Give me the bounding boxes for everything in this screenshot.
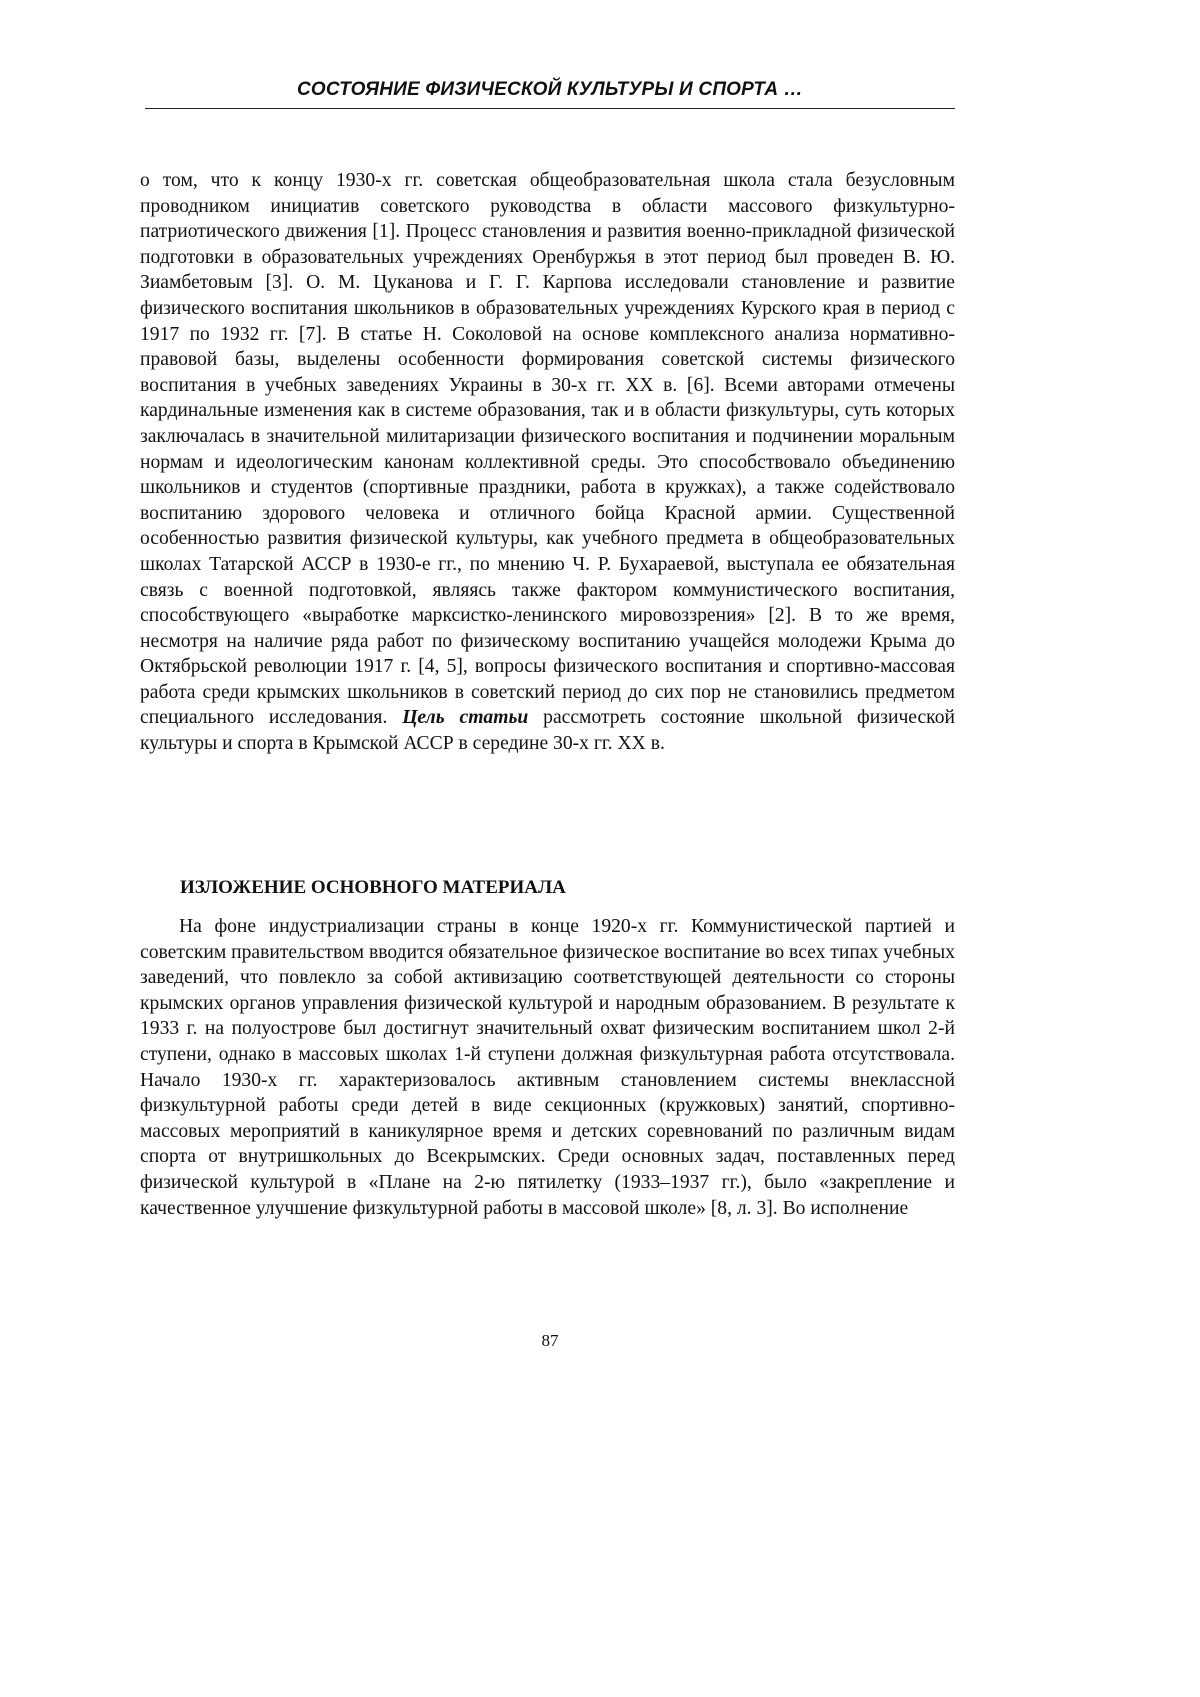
body-paragraph-1 xyxy=(140,168,955,757)
header-divider xyxy=(145,108,955,109)
document-page xyxy=(0,0,1200,1697)
paragraph-1-text-end: рассмотреть состояние школьной физической культуры и спорта в Крымской АССР в середине 30-х гг. ХХ в. xyxy=(140,707,955,754)
body-paragraph-2: На фоне индустриализации страны в конце 1920-х гг. Коммунистической партией и советским правительством вводится обязательное физическое воспитание во всех типах учебных заведений, что повлекло за собой активизацию соответствующей деятельности со стороны крымских органов управления физической культурой и народным образованием. В результате к 1933 г. на полуострове был достигнут значительный охват физическим воспитанием школ 2-й ступени, однако в массовых школах 1-й ступени должная физкультурная работа отсутствовала. Начало 1930-х гг. характеризовалось активным становлением системы внеклассной физкультурной работы среди детей в виде секционных (кружковых) занятий, спортивно-массовых мероприятий в каникулярное время и детских соревнований по различным видам спорта от внутришкольных до Всекрымских. Среди основных задач, поставленных перед физической культурой в «Плане на 2-ю пятилетку (1933–1937 гг.), было «закрепление и качественное улучшение физкультурной работы в массовой школе» [8, л. 3]. Во исполнение xyxy=(140,914,955,1221)
running-header: СОСТОЯНИЕ ФИЗИЧЕСКОЙ КУЛЬТУРЫ И СПОРТА … xyxy=(145,78,955,102)
paragraph-1-text-start: о том, что к концу 1930-х гг. советская общеобразовательная школа стала безусловным проводником инициатив советского руководства в области массового физкультурно-патриотического движения [1]. Процесс становления и развития военно-прикладной физической подготовки в образовательных учреждениях Оренбуржья в этот период был проведен В. Ю. Зиамбетовым [3]. О. М. Цуканова и Г. Г. Карпова исследовали становление и развитие физического воспитания школьников в образовательных учреждениях Курского края в период с 1917 по 1932 гг. [7]. В статье Н. Соколовой на основе комплексного анализа нормативно-правовой базы, выделены особенности формирования советской системы физического воспитания в учебных заведениях Украины в 30-х гг. ХХ в. [6]. Всеми авторами отмечены кардинальные изменения как в системе образования, так и в области физкультуры, суть которых заключалась в значительной милитаризации физического воспитания и подчинении моральным нормам и идеологическим канонам коллективной среды. Это способствовало объединению школьников и студентов (спортивные праздники, работа в кружках), а также содействовало воспитанию здорового человека и отличного бойца Красной армии. Существенной особенностью развития физической культуры, как учебного предмета в общеобразовательных школах Татарской АССР в 1930-е гг., по мнению Ч. Р. Бухараевой, выступала ее обязательная связь с военной подготовкой, являясь также фактором коммунистического воспитания, способствующего «выработке марксистко-ленинского мировоззрения» [2]. В то же время, несмотря на наличие ряда работ по физическому воспитанию учащейся молодежи Крыма до Октябрьской революции 1917 г. [4, 5], вопросы физического воспитания и спортивно-массовая работа среди крымских школьников в советский период до сих пор не становились предметом специального исследования. xyxy=(140,170,955,728)
section-heading: ИЗЛОЖЕНИЕ ОСНОВНОГО МАТЕРИАЛА xyxy=(180,875,566,900)
page-number: 87 xyxy=(500,1330,600,1352)
paragraph-1-emphasis: Цель статьи xyxy=(402,707,528,728)
